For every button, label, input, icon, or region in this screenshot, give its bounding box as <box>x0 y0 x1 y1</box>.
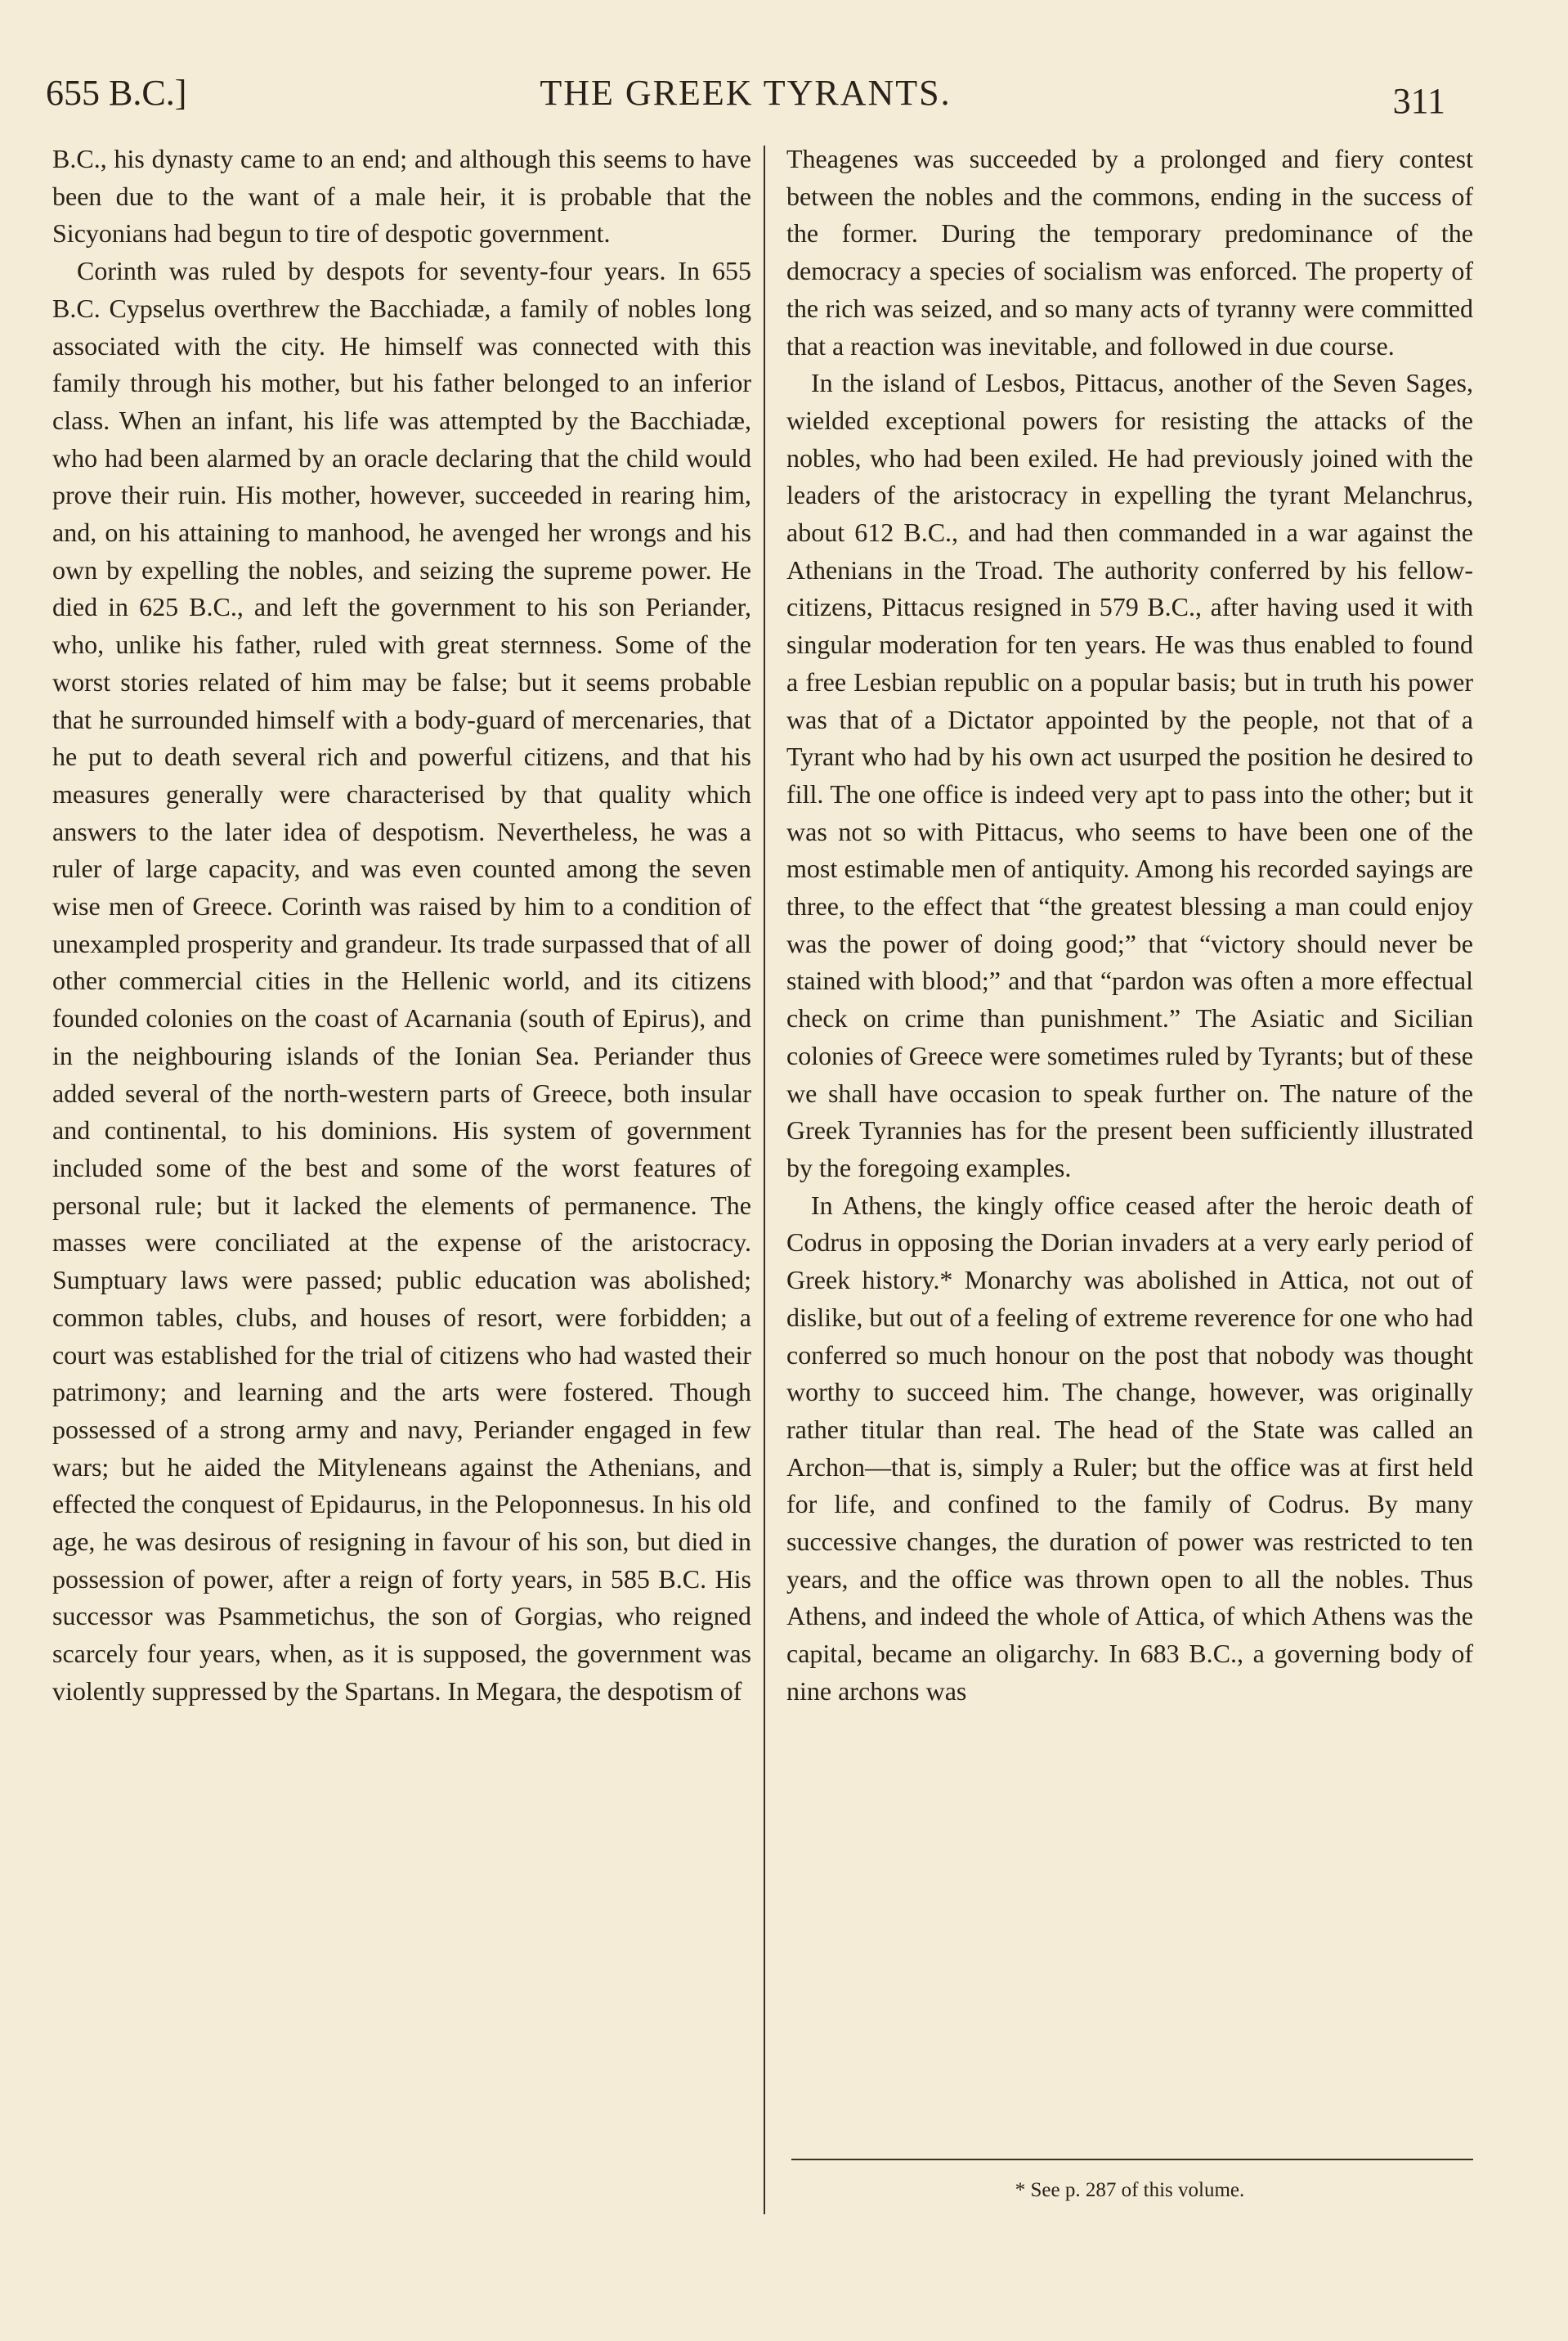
right-column <box>786 141 1473 1711</box>
paragraph: B.C., his dynasty came to an end; and although this seems to have been due to the want of a male heir, it is probable that the Sicyonians had begun to tire of despotic government. <box>52 144 751 249</box>
left-column <box>52 141 751 1711</box>
page-title: THE GREEK TYRANTS. <box>540 73 952 113</box>
paragraph: In Athens, the kingly office ceased after the heroic death of Codrus in opposing the Dorian invaders at a very early period of Greek history.* Monarchy was abolished in Attica, not out of dislike, but out of a feeling of extreme reverence for one who had conferred so much honour on the post that nobody was thought worthy to succeed him. The change, however, was originally rather titular than real. The head of the State was called an Archon—that is, simply a Ruler; but the office was at first held for life, and confined to the family of Codrus. By many successive changes, the duration of power was restricted to ten years, and the office was thrown open to all the nobles. Thus Athens, and indeed the whole of Attica, of which Athens was the capital, became an oligarchy. In 683 B.C., a governing body of nine archons was <box>786 1190 1473 1706</box>
footnote-divider <box>791 2159 1473 2160</box>
paragraph: In the island of Lesbos, Pittacus, another of the Seven Sages, wielded exceptional powers for resisting the attacks of the nobles, who had been exiled. He had previously joined with the leaders of the aristocracy in expelling the tyrant Melanchrus, about 612 B.C., and had then commanded in a war against the Athenians in the Troad. The authority conferred by his fellow-citizens, Pittacus resigned in 579 B.C., after having used it with singular moderation for ten years. He was thus enabled to found a free Lesbian republic on a popular basis; but in truth his power was that of a Dictator appointed by the people, not that of a Tyrant who had by his own act usurped the position he desired to fill. The one office is indeed very apt to pass into the other; but it was not so with Pittacus, who seems to have been one of the most estimable men of antiquity. Among his recorded sayings are three, to the effect that “the greatest blessing a man could enjoy was the power of doing good;” that “victory should never be stained with blood;” and that “pardon was often a more effectual check on crime than punishment.” The Asiatic and Sicilian colonies of Greece were sometimes ruled by Tyrants; but of these we shall have occasion to speak further on. The nature of the Greek Tyrannies has for the present been sufficiently illustrated by the foregoing examples. <box>786 368 1473 1182</box>
footnote: * See p. 287 of this volume. <box>1015 2179 1245 2201</box>
header-date-range: 655 B.C.] <box>46 73 187 113</box>
column-divider <box>764 146 765 2214</box>
paragraph: Corinth was ruled by despots for seventy-four years. In 655 B.C. Cypselus overthrew the Bacchiadæ, a family of nobles long associated with the city. He himself was connected with this family through his mother, but his father belonged to an inferior class. When an infant, his life was attempted by the Bacchiadæ, who had been alarmed by an oracle declaring that the child would prove their ruin. His mother, however, succeeded in rearing him, and, on his attaining to manhood, he avenged her wrongs and his own by expelling the nobles, and seizing the supreme power. He died in 625 B.C., and left the government to his son Periander, who, unlike his father, ruled with great sternness. Some of the worst stories related of him may be false; but it seems probable that he surrounded himself with a body-guard of mercenaries, that he put to death several rich and powerful citizens, and that his measures generally were characterised by that quality which answers to the later idea of despotism. Nevertheless, he was a ruler of large capacity, and was even counted among the seven wise men of Greece. Corinth was raised by him to a condition of unexampled prosperity and grandeur. Its trade surpassed that of all other commercial cities in the Hellenic world, and its citizens founded colonies on the coast of Acarnania (south of Epirus), and in the neighbouring islands of the Ionian Sea. Periander thus added several of the north-western parts of Greece, both insular and continental, to his dominions. His system of government included some of the best and some of the worst features of personal rule; but it lacked the elements of permanence. The masses were conciliated at the expense of the aristocracy. Sumptuary laws were passed; public education was abolished; common tables, clubs, and houses of resort, were forbidden; a court was established for the trial of citizens who had wasted their patrimony; and learning and the arts were fostered. Though possessed of a strong army and navy, Periander engaged in few wars; but he aided the Mityleneans against the Athenians, and effected the conquest of Epidaurus, in the Peloponnesus. In his old age, he was desirous of resigning in favour of his son, but died in possession of power, after a reign of forty years, in 585 B.C. His successor was Psammetichus, the son of Gorgias, who reigned scarcely four years, when, as it is supposed, the government was violently suppressed by the Spartans. In Megara, the despotism of <box>52 256 751 1706</box>
paragraph: Theagenes was succeeded by a prolonged and fiery contest between the nobles and the commons, ending in the success of the former. During the temporary predominance of the democracy a species of socialism was enforced. The property of the rich was seized, and so many acts of tyranny were committed that a reaction was inevitable, and followed in due course. <box>786 144 1473 361</box>
page-number: 311 <box>1392 81 1445 121</box>
running-head <box>46 69 1445 121</box>
